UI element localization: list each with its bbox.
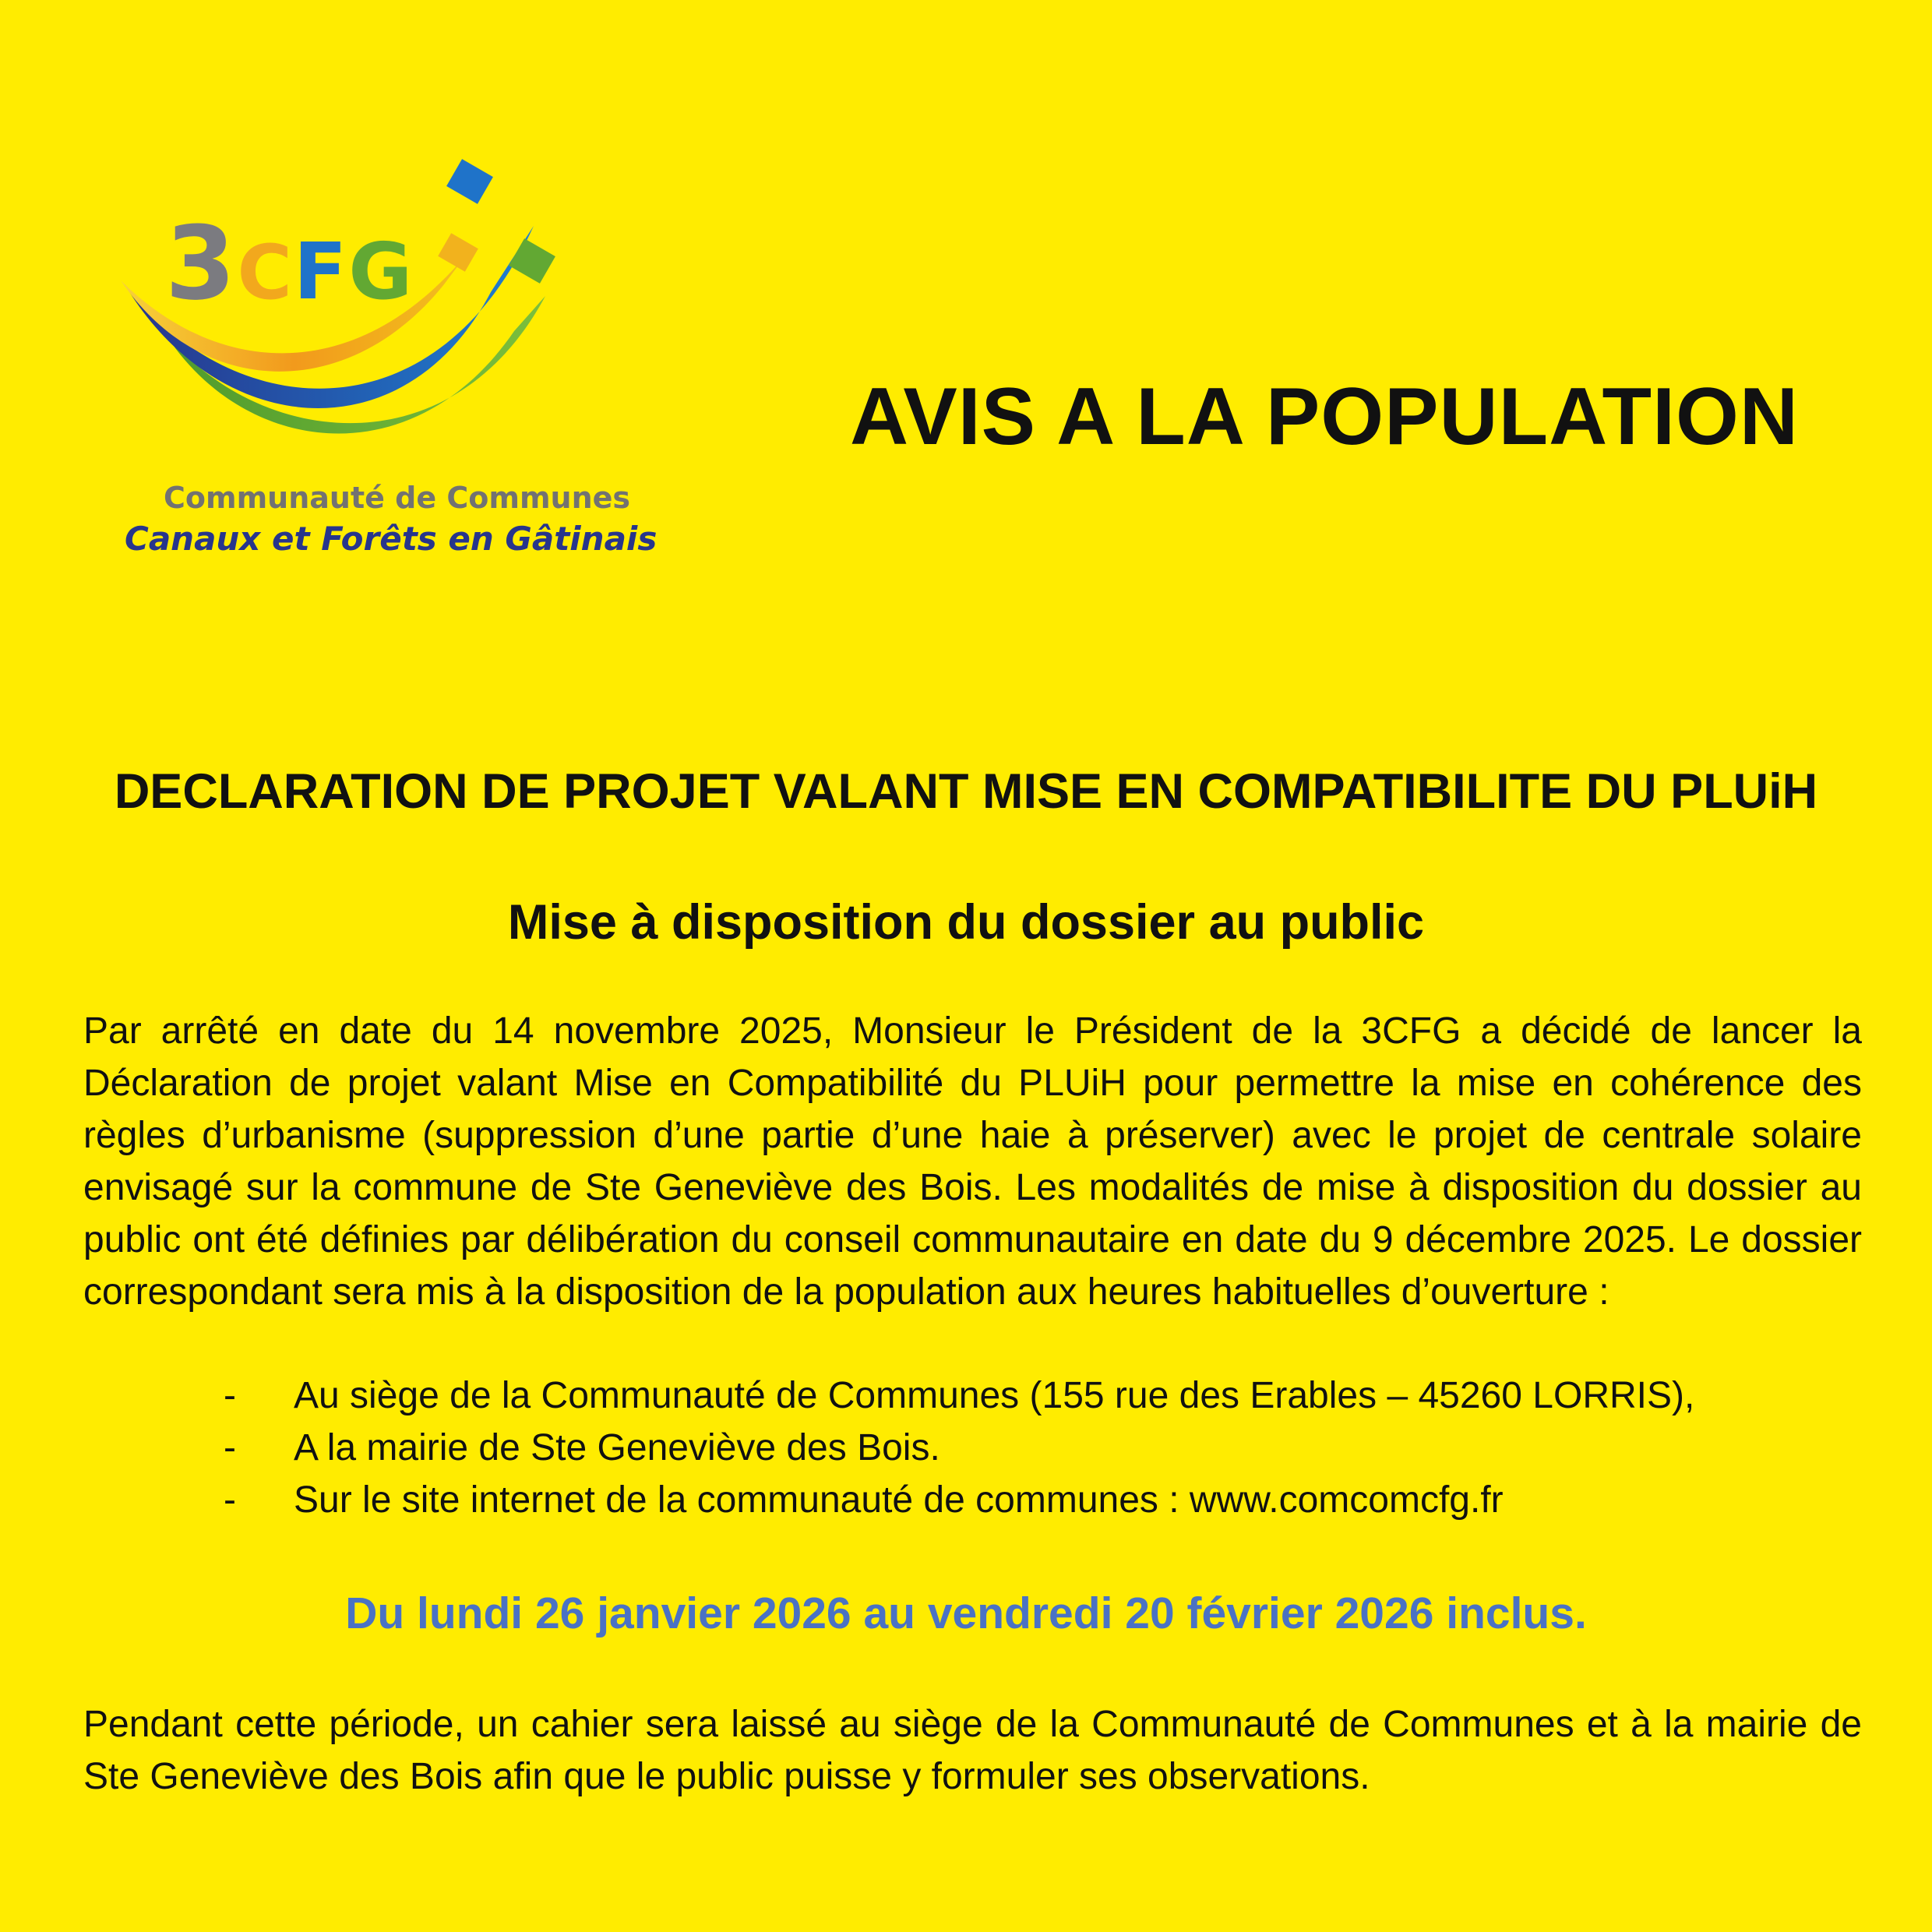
list-item [83, 1370, 1862, 1422]
declaration-heading: DECLARATION DE PROJET VALANT MISE EN COMPATIBILITE DU PLUiH [114, 764, 1818, 819]
list-item-text: Au siège de la Communauté de Communes (155 rue des Erables – 45260 LORRIS), [294, 1375, 1695, 1416]
logo-letter-f: F [293, 226, 349, 317]
logo-letter-c: C [237, 229, 294, 316]
logo-letter-3: 3 [165, 204, 238, 323]
list-item-text: Sur le site internet de la communauté de communes : www.comcomcfg.fr [294, 1479, 1504, 1521]
list-marker: - [224, 1427, 236, 1468]
intro-paragraph: Par arrêté en date du 14 novembre 2025, Monsieur le Président de la 3CFG a décidé de lancer la Déclaration de projet valant Mise en Compatibilité du PLUiH pour permettre la mise en cohérence des règles d’urbanisme (suppression d’une partie d’une haie à préserver) avec le projet de centrale solaire envisagé sur la commune de Ste Geneviève des Bois. Les modalités de mise à disposition du dossier au public ont été définies par délibération du conseil communautaire en date du 9 décembre 2025. Le dossier correspondant sera mis à la disposition de la population aux heures habituelles d’ouverture : [83, 1010, 1862, 1313]
logo-3cfg [109, 152, 658, 576]
locations-list [83, 1370, 1862, 1526]
logo-subtitle-communaute: Communauté de Communes [164, 481, 631, 515]
logo-letters [165, 204, 414, 323]
page-title: AVIS A LA POPULATION [850, 372, 1799, 462]
sub-heading: Mise à disposition du dossier au public [507, 895, 1425, 950]
logo-letter-g: G [348, 226, 414, 317]
list-marker: - [224, 1375, 236, 1416]
period-dates: Du lundi 26 janvier 2026 au vendredi 20 février 2026 inclus. [345, 1588, 1587, 1638]
list-item [83, 1474, 1862, 1526]
logo-subtitle-canaux: Canaux et Forêts en Gâtinais [125, 520, 658, 558]
list-marker: - [224, 1479, 236, 1521]
list-item [83, 1422, 1862, 1474]
closing-paragraph: Pendant cette période, un cahier sera laissé au siège de la Communauté de Communes et à la mairie de Ste Geneviève des Bois afin que le public puisse y formuler ses observations. [83, 1704, 1862, 1797]
list-item-text: A la mairie de Ste Geneviève des Bois. [294, 1427, 940, 1468]
